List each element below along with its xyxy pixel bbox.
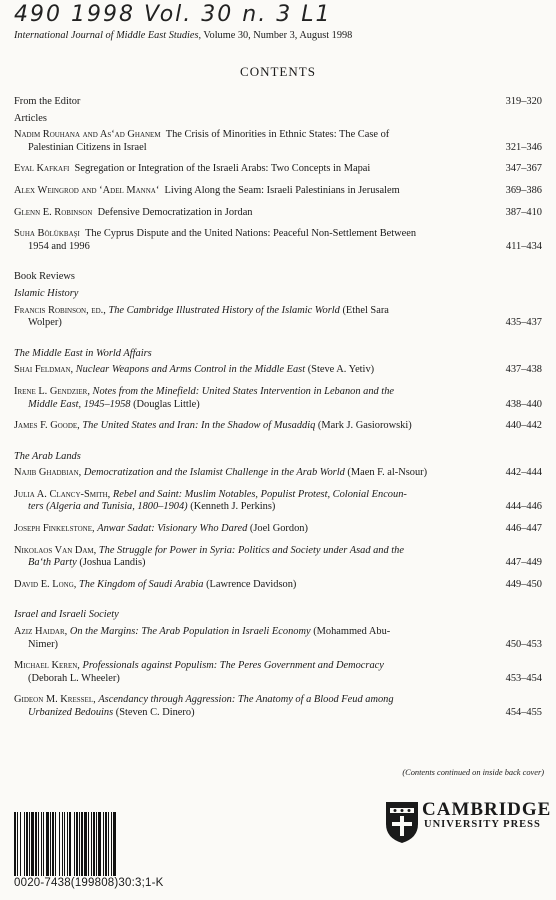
review-entry	[14, 489, 542, 514]
review-book: On the Margins: The Arab Population in Israeli Economy	[69, 626, 311, 638]
review-book-cont: ters (Algeria and Tunisia, 1800–1904)	[28, 501, 188, 513]
entry-author: Eyal Kafkafi	[14, 163, 70, 175]
contents-title: CONTENTS	[240, 64, 316, 79]
page-range: 446–447	[505, 523, 542, 535]
toc-entry	[14, 163, 542, 176]
review-reviewer: (Joshua Landis)	[79, 557, 146, 569]
page-range: 435–437	[505, 317, 542, 329]
review-book: The Struggle for Power in Syria: Politics and Society under Asad and the	[98, 544, 404, 556]
entry-title: Segregation or Integration of the Israeli Arabs: Two Concepts in Mapai	[74, 163, 371, 175]
review-author: Julia A. Clancy-Smith,	[14, 488, 111, 500]
review-entry	[14, 545, 542, 570]
page-range: 442–444	[505, 467, 542, 479]
toc-entry-editor	[14, 96, 542, 109]
section-articles: Articles	[14, 112, 47, 124]
toc-entry	[14, 228, 542, 253]
review-author: Irene L. Gendzier,	[14, 385, 90, 397]
review-author: Michael Keren,	[14, 660, 80, 672]
entry-text: From the Editor	[14, 96, 81, 107]
review-reviewer: (Mark J. Gasiorowski)	[317, 420, 412, 432]
page-range: 450–453	[505, 638, 542, 650]
publisher-subname: UNIVERSITY PRESS	[424, 819, 541, 830]
page-range: 319–320	[505, 96, 542, 107]
subsection-heading: Islamic History	[14, 287, 79, 299]
page-range: 449–450	[505, 578, 542, 590]
page-range: 369–386	[505, 184, 542, 196]
journal-name: International Journal of Middle East Studies,	[14, 30, 202, 41]
subsection-heading: Israel and Israeli Society	[14, 609, 119, 621]
page-range: 321–346	[505, 141, 542, 153]
review-reviewer: (Joel Gordon)	[249, 523, 308, 535]
entry-title: Living Along the Seam: Israeli Palestinians in Jerusalem	[164, 184, 400, 196]
review-author: Shai Feldman,	[14, 364, 74, 376]
review-entry	[14, 364, 542, 377]
page-range: 437–438	[505, 364, 542, 376]
journal-line	[14, 30, 352, 41]
issn-code: 0020-7438(199808)30:3;1-K	[14, 877, 164, 889]
toc-entry	[14, 129, 542, 154]
review-reviewer: (Kenneth J. Perkins)	[190, 501, 276, 513]
page-range: 411–434	[506, 240, 542, 252]
subsection-heading: The Arab Lands	[14, 450, 81, 462]
review-entry	[14, 694, 542, 719]
review-author: Francis Robinson, ed.,	[14, 304, 106, 316]
page-range: 387–410	[505, 206, 542, 218]
review-reviewer: (Steven C. Dinero)	[115, 707, 195, 718]
handwritten-note: 490 1998 Vol. 30 n. 3 L1	[14, 2, 332, 27]
review-reviewer: (Douglas Little)	[133, 398, 200, 410]
toc-entry	[14, 185, 542, 198]
review-entry	[14, 305, 542, 330]
review-book: Ascendancy through Aggression: The Anatomy of a Blood Feud among	[98, 694, 394, 706]
entry-author: Glenn E. Robinson	[14, 206, 93, 218]
review-book: Professionals against Populism: The Peres Government and Democracy	[82, 660, 384, 672]
review-author: James F. Goode,	[14, 420, 80, 432]
review-book-cont: Urbanized Bedouins	[28, 707, 114, 718]
review-reviewer-cont: Wolper)	[28, 317, 62, 329]
review-author: Gideon M. Kressel,	[14, 694, 96, 706]
page-range: 447–449	[505, 557, 542, 569]
review-entry	[14, 626, 542, 651]
entry-author: Nadim Rouhana and As‘ad Ghanem	[14, 129, 161, 141]
subsection-heading: The Middle East in World Affairs	[14, 347, 152, 359]
review-author: David E. Long,	[14, 578, 77, 590]
review-entry	[14, 523, 542, 536]
entry-author: Alex Weingrod and ‘Adel Manna‘	[14, 184, 160, 196]
toc-entry	[14, 207, 542, 220]
review-book: Nuclear Weapons and Arms Control in the Middle East	[75, 364, 306, 376]
review-reviewer: (Mohammed Abu-	[313, 626, 391, 638]
entry-title: The Cyprus Dispute and the United Nations: Peaceful Non-Settlement Between	[85, 228, 417, 240]
review-reviewer-cont: Nimer)	[28, 638, 59, 650]
section-book-reviews: Book Reviews	[14, 271, 75, 283]
review-reviewer: (Ethel Sara	[342, 304, 389, 316]
page-range: 438–440	[505, 398, 542, 410]
review-book: The Kingdom of Saudi Arabia	[78, 578, 204, 590]
page-range: 444–446	[505, 501, 542, 513]
review-author: Nikolaos Van Dam,	[14, 544, 97, 556]
review-entry	[14, 467, 542, 480]
review-entry	[14, 386, 542, 411]
review-book: Rebel and Saint: Muslim Notables, Populist Protest, Colonial Encoun-	[112, 488, 407, 500]
review-book: The United States and Iran: In the Shadow of Musaddiq	[82, 420, 316, 432]
cambridge-crest-icon	[384, 800, 420, 844]
page-range: 347–367	[505, 163, 542, 175]
review-book: Anwar Sadat: Visionary Who Dared	[97, 523, 248, 535]
review-author: Joseph Finkelstone,	[14, 523, 95, 535]
page-range: 440–442	[505, 420, 542, 432]
review-reviewer: (Lawrence Davidson)	[206, 578, 297, 590]
entry-title: Defensive Democratization in Jordan	[97, 206, 253, 218]
journal-issue: Volume 30, Number 3, August 1998	[201, 30, 353, 41]
review-reviewer: (Steve A. Yetiv)	[307, 364, 375, 376]
review-book-cont: Middle East, 1945–1958	[28, 398, 131, 410]
review-book: Democratization and the Islamist Challenge in the Arab World	[83, 467, 345, 479]
entry-author: Suha Bölükbaşı	[14, 228, 80, 240]
contents-continued-note: (Contents continued on inside back cover)	[402, 768, 544, 777]
review-book: Notes from the Minefield: United States Intervention in Lebanon and the	[92, 385, 395, 397]
review-entry	[14, 579, 542, 592]
barcode-icon	[14, 812, 186, 876]
review-book-cont: Ba‘th Party	[28, 557, 77, 569]
review-reviewer-cont: (Deborah L. Wheeler)	[28, 672, 120, 684]
contents-list	[14, 96, 542, 720]
page-range: 453–454	[505, 672, 542, 684]
publisher-name: CAMBRIDGE	[422, 799, 552, 820]
review-entry	[14, 660, 542, 685]
review-book: The Cambridge Illustrated History of the Islamic World	[108, 304, 340, 316]
review-entry	[14, 420, 542, 433]
entry-title: The Crisis of Minorities in Ethnic States: The Case of	[165, 129, 390, 141]
entry-title-cont: Palestinian Citizens in Israel	[28, 141, 147, 153]
review-reviewer: (Maen F. al-Nsour)	[347, 467, 428, 479]
page-range: 454–455	[505, 707, 542, 718]
review-author: Najib Ghadbian,	[14, 467, 82, 479]
review-author: Aziz Haidar,	[14, 626, 68, 638]
entry-title-cont: 1954 and 1996	[28, 240, 90, 252]
